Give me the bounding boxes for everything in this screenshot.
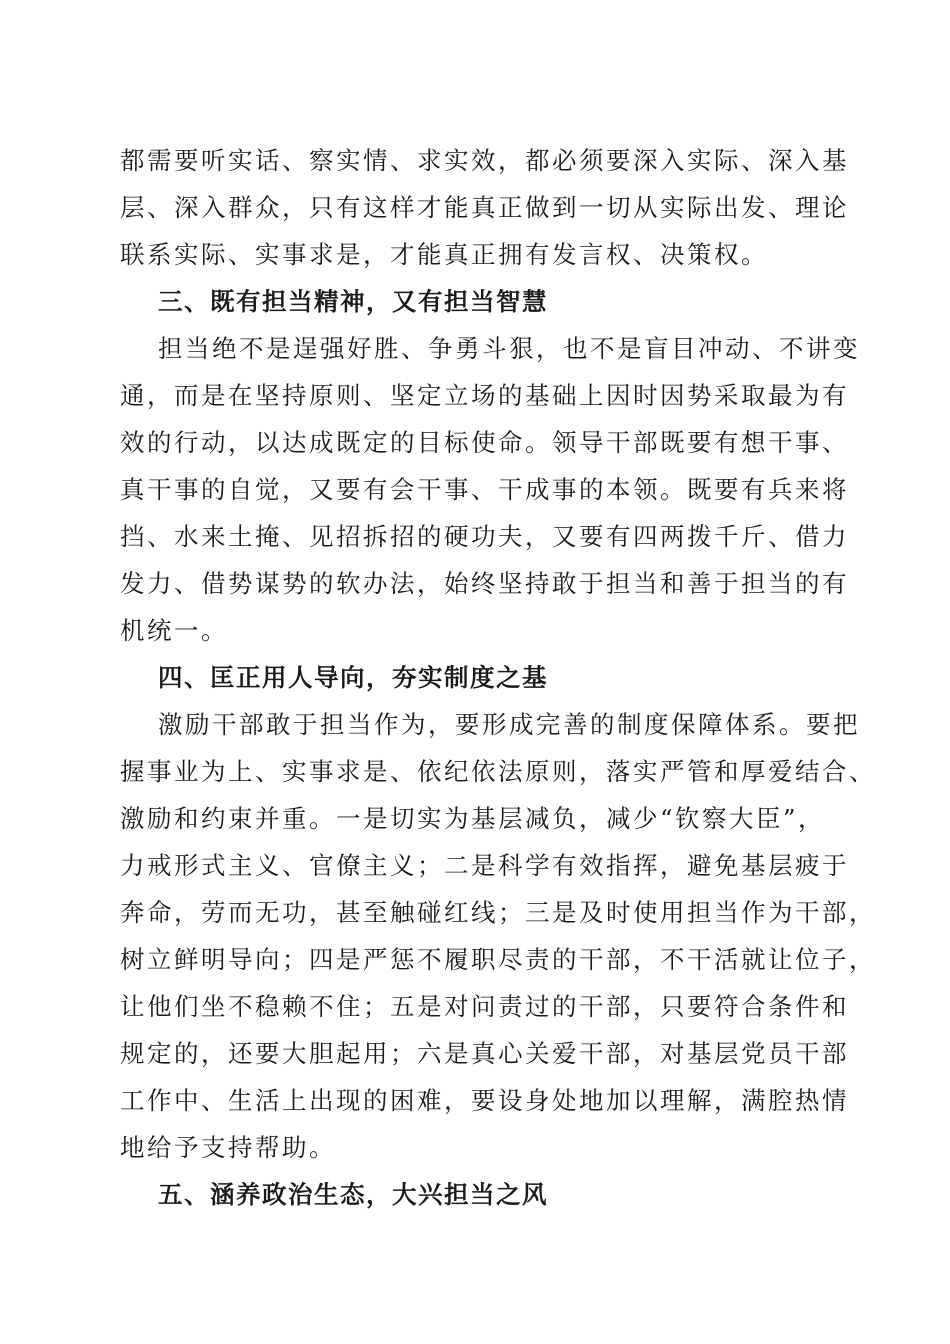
paragraph-line: 让他们坐不稳赖不住；五是对问责过的干部，只要符合条件和 [120, 992, 849, 1021]
paragraph-line: 层、深入群众，只有这样才能真正做到一切从实际出发、理论 [120, 193, 849, 222]
section-heading: 四、匡正用人导向，夯实制度之基 [158, 663, 548, 692]
paragraph-line: 都需要听实话、察实情、求实效，都必须要深入实际、深入基 [120, 146, 849, 175]
paragraph-line: 力戒形式主义、官僚主义；二是科学有效指挥，避免基层疲于 [120, 851, 849, 880]
paragraph-line: 联系实际、实事求是，才能真正拥有发言权、决策权。 [120, 240, 768, 269]
paragraph-line: 发力、借势谋势的软办法，始终坚持敢于担当和善于担当的有 [120, 569, 849, 598]
section-heading: 五、涵养政治生态，大兴担当之风 [158, 1180, 548, 1209]
paragraph-line: 通，而是在坚持原则、坚定立场的基础上因时因势采取最为有 [120, 381, 849, 410]
paragraph-line: 奔命，劳而无功，甚至触碰红线；三是及时使用担当作为干部， [120, 898, 876, 927]
paragraph-line: 工作中、生活上出现的困难，要设身处地加以理解，满腔热情 [120, 1086, 849, 1115]
paragraph-line: 效的行动，以达成既定的目标使命。领导干部既要有想干事、 [120, 428, 849, 457]
paragraph-line: 真干事的自觉，又要有会干事、干成事的本领。既要有兵来将 [120, 475, 849, 504]
paragraph-line: 激励干部敢于担当作为，要形成完善的制度保障体系。要把 [158, 710, 860, 739]
paragraph-line: 地给予支持帮助。 [120, 1133, 336, 1162]
paragraph-line: 树立鲜明导向；四是严惩不履职尽责的干部，不干活就让位子， [120, 945, 876, 974]
paragraph-line: 挡、水来土掩、见招拆招的硬功夫，又要有四两拨千斤、借力 [120, 522, 849, 551]
paragraph-line: 机统一。 [120, 616, 228, 645]
paragraph-line: 握事业为上、实事求是、依纪依法原则，落实严管和厚爱结合、 [120, 757, 876, 786]
section-heading: 三、既有担当精神，又有担当智慧 [158, 287, 548, 316]
paragraph-line: 担当绝不是逞强好胜、争勇斗狠，也不是盲目冲动、不讲变 [158, 334, 860, 363]
paragraph-line: 规定的，还要大胆起用；六是真心关爱干部，对基层党员干部 [120, 1039, 849, 1068]
paragraph-line: 激励和约束并重。一是切实为基层减负，减少“钦察大臣”， [120, 804, 826, 833]
